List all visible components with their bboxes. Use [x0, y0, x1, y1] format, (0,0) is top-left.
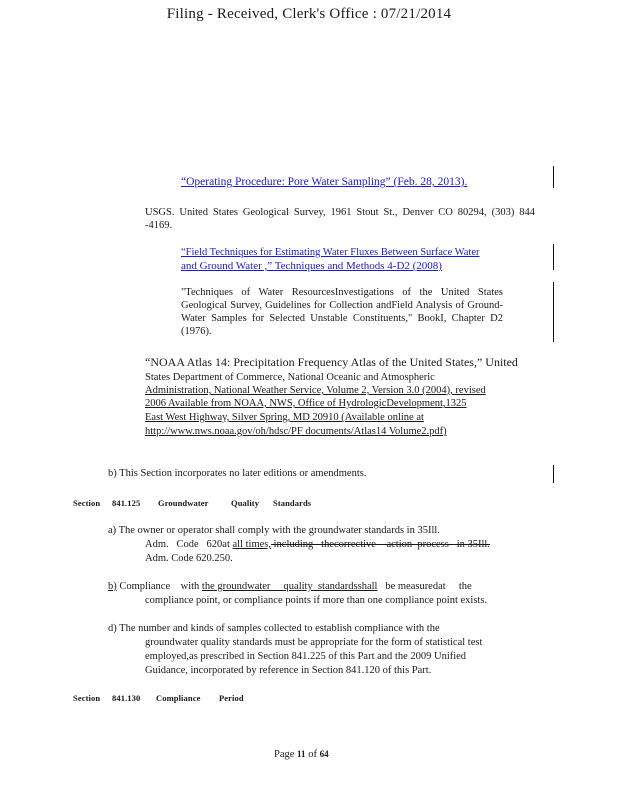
section-title: Standards [273, 498, 312, 508]
revision-bar [553, 282, 554, 342]
item-b-label: b) [108, 581, 117, 592]
page-of: of [308, 749, 317, 760]
page-footer [274, 749, 329, 760]
item-a-line [145, 538, 490, 551]
ref-usgs: USGS. United States Geological Survey, 1961 Stout St., Denver CO 80294, (303) 844 -4169. [145, 207, 535, 231]
item-d-line: Guidance, incorporated by reference in Section 841.120 of this Part. [145, 665, 432, 676]
item-b-line [108, 580, 472, 593]
ref-field-techniques-1[interactable]: “Field Techniques for Estimating Water Fluxes Between Surface Water [181, 247, 480, 258]
item-a-deleted: including thecorrective action process in 35Ill. [271, 539, 490, 550]
revision-bar [553, 465, 554, 483]
filing-stamp: Filing - Received, Clerk's Office : 07/21/2014 [166, 6, 452, 22]
item-b-inserted: the groundwater quality standardsshall [201, 581, 378, 592]
item-d-line: groundwater quality standards must be appropriate for the form of statistical test [145, 637, 483, 648]
item-b-text: the [445, 581, 472, 592]
section-heading: Section [73, 693, 101, 703]
section-code: 841.130 [112, 693, 141, 703]
item-d-line: d) The number and kinds of samples collected to establish compliance with the [108, 623, 440, 634]
ref-noaa-title: “NOAA Atlas 14: Precipitation Frequency Atlas of the United States,” United [145, 355, 518, 369]
ref-noaa-line: 2006 Available from NOAA, NWS, Office of HydrologicDevelopment,1325 [145, 398, 467, 409]
ref-operating-procedure[interactable]: “Operating Procedure: Pore Water Sampling” (Feb. 28, 2013). [181, 176, 468, 188]
ref-noaa-url[interactable]: http://www.nws.noaa.gov/oh/hdsc/PF documents/Atlas14 Volume2.pdf) [145, 426, 447, 437]
revision-bar [553, 166, 554, 188]
section-b-note: b) This Section incorporates no later editions or amendments. [108, 468, 367, 479]
revision-bar [553, 244, 554, 270]
page-number: 11 [297, 749, 306, 759]
item-b-text: be measuredat [377, 581, 446, 592]
section-title: Groundwater [158, 498, 209, 508]
ref-field-techniques-2[interactable]: and Ground Water ,” Techniques and Methods 4-D2 (2008) [181, 260, 442, 272]
section-title: Compliance [156, 693, 201, 703]
ref-noaa-line: States Department of Commerce, National Oceanic and Atmospheric [145, 372, 435, 383]
item-a-text: Adm. Code 620at [145, 539, 230, 550]
item-a-line: a) The owner or operator shall comply with the groundwater standards in 35Ill. [108, 525, 440, 536]
page-label: Page [274, 749, 295, 760]
item-b-line: compliance point, or compliance points if more than one compliance point exists. [145, 595, 488, 606]
section-heading: Section [73, 498, 101, 508]
item-a-inserted: all times, [232, 539, 271, 550]
ref-noaa-line: Administration, National Weather Service, Volume 2, Version 3.0 (2004), revised [145, 385, 486, 396]
item-d-line: employed,as prescribed in Section 841.225 of this Part and the 2009 Unified [145, 651, 467, 662]
page-total: 64 [319, 749, 329, 759]
item-b-text: Compliance with [116, 581, 202, 592]
ref-noaa-line: East West Highway, Silver Spring, MD 20910 (Available online at [145, 412, 424, 423]
section-title: Period [219, 693, 244, 703]
item-a-line: Adm. Code 620.250. [145, 553, 233, 564]
section-title: Quality [231, 498, 260, 508]
ref-techniques-water-resources: "Techniques of Water ResourcesInvestigations of the United States Geological Survey, Guidelines for Collection andField Analysis of Ground-Water Samples for Selected Unstable Constituents," BookI, Chapter D2 (1976). [181, 287, 503, 337]
section-code: 841.125 [112, 498, 141, 508]
